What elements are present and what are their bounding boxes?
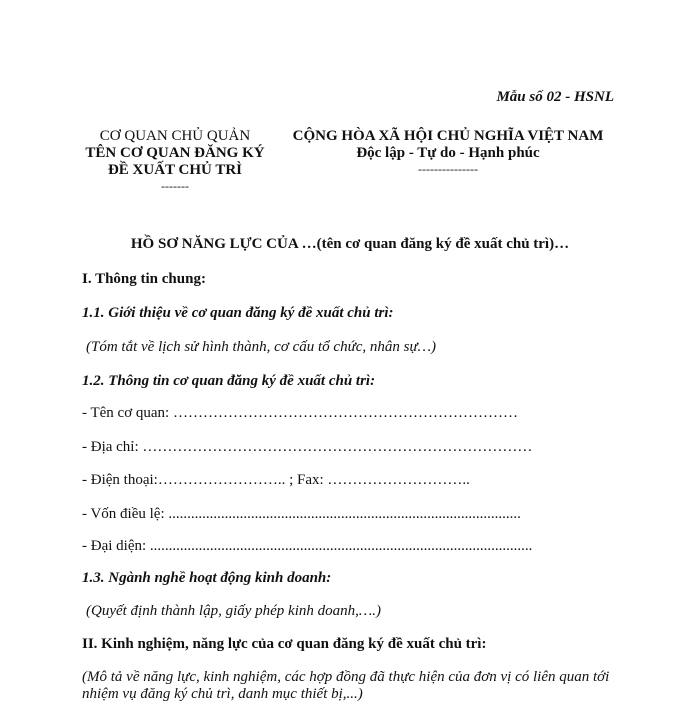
national-motto: Độc lập - Tự do - Hạnh phúc — [356, 145, 540, 161]
national-title: CỘNG HÒA XÃ HỘI CHỦ NGHĨA VIỆT NAM — [292, 128, 604, 144]
agency-header — [80, 128, 270, 193]
document-title: HỒ SƠ NĂNG LỰC CỦA …(tên cơ quan đăng ký đề xuất chủ trì)… — [130, 236, 570, 252]
field-representative: - Đại diện: ...................................................................................................... — [82, 538, 533, 554]
section-1-heading: I. Thông tin chung: — [82, 271, 206, 287]
form-number: Mẫu số 02 - HSNL — [496, 89, 614, 105]
section-1-1-heading: 1.1. Giới thiệu về cơ quan đăng ký đề xuất chủ trì: — [82, 305, 394, 321]
national-divider: --------------- — [418, 162, 478, 176]
proposing-host-label: ĐỀ XUẤT CHỦ TRÌ — [107, 162, 243, 178]
field-charter-capital: - Vốn điều lệ: .............................................................................................. — [82, 506, 521, 522]
agency-divider: ------- — [161, 179, 189, 193]
section-2-note-line-2: nhiệm vụ đăng ký chủ trì, danh mục thiết bị,...) — [82, 686, 363, 702]
section-1-1-note: (Tóm tắt về lịch sử hình thành, cơ cấu tổ chức, nhân sự…) — [86, 339, 437, 355]
section-1-3-heading: 1.3. Ngành nghề hoạt động kinh doanh: — [82, 570, 332, 586]
field-agency-name: - Tên cơ quan: …………………………………………………………… — [82, 405, 518, 421]
section-2-note-line-1: (Mô tả về năng lực, kinh nghiệm, các hợp đồng đã thực hiện của đơn vị có liên quan tới — [82, 669, 610, 685]
section-1-3-note: (Quyết định thành lập, giấy phép kinh doanh,….) — [86, 603, 381, 619]
registering-agency-label: TÊN CƠ QUAN ĐĂNG KÝ — [85, 145, 265, 161]
field-phone-fax: - Điện thoại:…………………….. ; Fax: ……………………….. — [82, 472, 470, 488]
field-address: - Địa chỉ: …………………………………………………………………… — [82, 439, 533, 455]
governing-agency-label: CƠ QUAN CHỦ QUẢN — [99, 128, 251, 144]
section-2-heading: II. Kinh nghiệm, năng lực của cơ quan đăng ký đề xuất chủ trì: — [82, 636, 487, 652]
section-1-2-heading: 1.2. Thông tin cơ quan đăng ký đề xuất chủ trì: — [82, 373, 376, 389]
national-header — [278, 128, 618, 176]
